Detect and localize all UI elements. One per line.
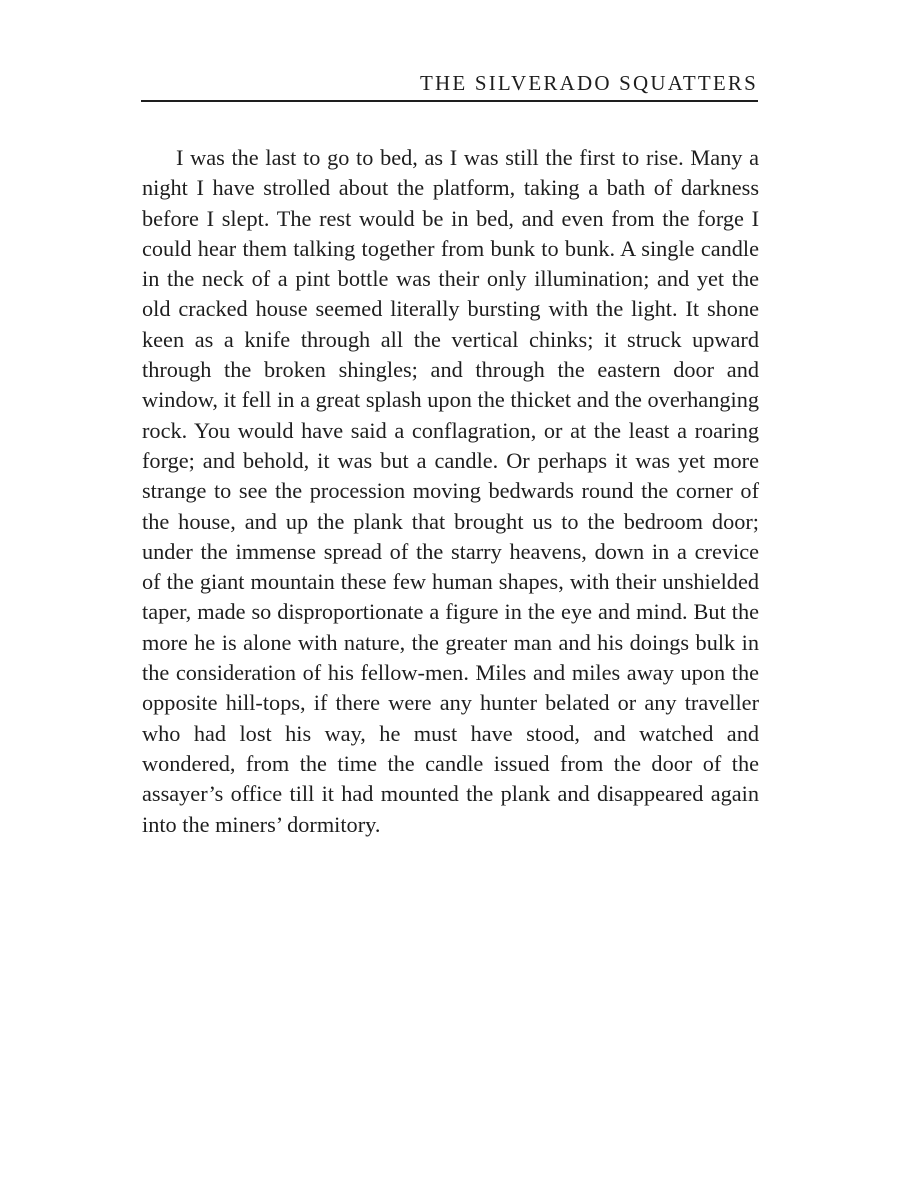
running-header-title: THE SILVERADO SQUATTERS: [419, 71, 758, 95]
header-rule: [141, 100, 758, 102]
body-paragraph: I was the last to go to bed, as I was still the first to rise. Many a night I have strolled about the platform, taking a bath of darkness before I slept. The rest would be in bed, and even from the forge I could hear them talking together from bunk to bunk. A single candle in the neck of a pint bottle was their only illumination; and yet the old cracked house seemed literally bursting with the light. It shone keen as a knife through all the vertical chinks; it struck upward through the broken shingles; and through the eastern door and window, it fell in a great splash upon the thicket and the overhanging rock. You would have said a conflagration, or at the least a roaring forge; and behold, it was but a candle. Or perhaps it was yet more strange to see the procession moving bedwards round the corner of the house, and up the plank that brought us to the bedroom door; under the immense spread of the starry heavens, down in a crevice of the giant mountain these few human shapes, with their unshielded taper, made so disproportionate a figure in the eye and mind. But the more he is alone with nature, the greater man and his doings bulk in the consideration of his fellow-men. Miles and miles away upon the opposite hill-tops, if there were any hunter belated or any traveller who had lost his way, he must have stood, and watched and wondered, from the time the candle issued from the door of the assayer’s office till it had mounted the plank and disappeared again into the miners’ dormitory.: [142, 145, 759, 837]
